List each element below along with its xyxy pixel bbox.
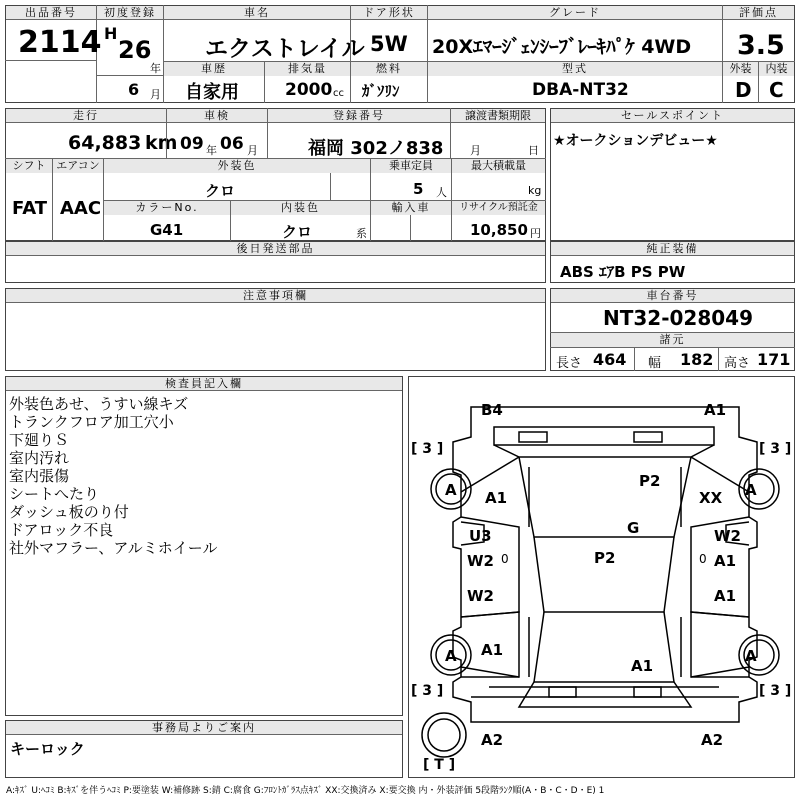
lot-label: 出品番号 (6, 6, 96, 20)
interior-color: クロ (282, 223, 313, 241)
mark-w2-left2: W2 (467, 587, 494, 605)
inspector-note: 室内汚れ (9, 449, 70, 467)
interior-unit: 系 (356, 227, 367, 240)
mark-wheel-a: A (445, 647, 457, 665)
rear-parts-label: 後日発送部品 (6, 242, 545, 256)
inspector-notes (9, 395, 218, 557)
score: 3.5 (737, 30, 785, 61)
mark-g: G (627, 519, 640, 537)
height-label: 高さ (724, 356, 751, 371)
genuine-equipment: ABS ｴｱB PS PW (560, 263, 686, 281)
history-label: 車歴 (164, 62, 264, 76)
first-reg-label: 初度登録 (97, 6, 163, 20)
capacity: 5 (413, 180, 424, 198)
score-label: 評価点 (723, 6, 794, 20)
width-label: 幅 (648, 356, 662, 371)
int-grade: C (769, 78, 784, 102)
int-label: 内装 (759, 62, 794, 76)
mark-a1-r1: A1 (714, 552, 737, 570)
recycle-fee: 10,850 (470, 221, 528, 239)
genuine-label: 純正装備 (551, 242, 794, 256)
length-label: 長さ (556, 356, 583, 371)
mark-t: [ T ] (423, 757, 456, 773)
mark-a2-right: A2 (701, 731, 724, 749)
inspector-note: ドアロック不良 (9, 521, 114, 539)
mark-a2-left: A2 (481, 731, 504, 749)
inspector-note: 社外マフラー、アルミホイール (9, 539, 218, 557)
mark-w2-right: W2 (714, 527, 741, 545)
lot-number: 2114 (18, 25, 102, 60)
ac: AAC (60, 198, 102, 219)
notes-label: 注意事項欄 (6, 289, 545, 303)
month-unit: 月 (150, 88, 161, 101)
ext-grade: D (735, 78, 752, 102)
inspection-year-unit: 年 (206, 144, 217, 157)
car-name-label: 車名 (164, 6, 350, 20)
grade-label: グレード (428, 6, 722, 20)
transfer-day: 日 (528, 144, 539, 157)
load-label: 最大積載量 (452, 159, 545, 173)
inspector-note: 室内張傷 (9, 467, 70, 485)
length: 464 (593, 350, 627, 369)
capacity-unit: 人 (436, 186, 447, 199)
transfer-month: 月 (470, 144, 481, 157)
inspection-label: 車検 (167, 109, 267, 123)
load-unit: kg (528, 184, 542, 197)
first-reg-year: 26 (118, 36, 152, 64)
office-label: 事務局よりご案内 (6, 721, 402, 735)
sales-point: ★オークションデビュー★ (553, 133, 718, 149)
inspector-label: 検査員記入欄 (6, 377, 402, 391)
car-name: エクストレイル (205, 36, 365, 62)
mark-w2-left: W2 (467, 552, 494, 570)
mark-a1-top: A1 (704, 401, 727, 419)
ac-label: エアコン (53, 159, 103, 173)
history: 自家用 (185, 82, 239, 103)
sales-point-label: セールスポイント (551, 109, 794, 123)
mileage: 64,883 (68, 132, 142, 154)
details-block (5, 108, 546, 241)
displacement-label: 排気量 (265, 62, 350, 76)
mark-3-tr: [ 3 ] (759, 441, 792, 457)
mark-b4: B4 (481, 401, 503, 419)
inspector-note: 下廻りＳ (9, 431, 70, 449)
capacity-label: 乗車定員 (371, 159, 451, 173)
shift: FAT (12, 198, 48, 219)
mark-3-br: [ 3 ] (759, 683, 792, 699)
reg-number: 福岡 302ノ838 (308, 138, 444, 159)
recycle-unit: 円 (530, 227, 541, 240)
chassis-label: 車台番号 (551, 289, 794, 303)
inspector-note: 外装色あせ、うすい線キズ (9, 395, 189, 413)
mark-wheel-a: A (745, 481, 757, 499)
inspection-month: 06 (220, 134, 244, 154)
mileage-unit: km (145, 132, 178, 154)
mark-3-bl: [ 3 ] (411, 683, 444, 699)
fuel: ｶﾞｿﾘﾝ (362, 82, 400, 100)
mark-zero: 0 (501, 552, 509, 566)
inspector-note: ダッシュ板のり付 (9, 503, 129, 521)
color-label: 外装色 (104, 159, 370, 173)
mark-p2-top: P2 (639, 472, 661, 490)
specs-label: 諸元 (551, 333, 794, 347)
inspection-month-unit: 月 (247, 144, 258, 157)
mark-a1-bl: A1 (481, 641, 504, 659)
mark-a1-left: A1 (485, 489, 508, 507)
inspector-note: シートへたり (9, 485, 100, 503)
reg-label: 登録番号 (268, 109, 450, 123)
mileage-label: 走行 (6, 109, 166, 123)
door-label: ドア形状 (351, 6, 427, 20)
door-type: 5W (370, 32, 408, 56)
grade: 20Xｴﾏｰｼﾞｪﾝｼｰﾌﾞﾚｰｷﾊﾟｹ 4WD (432, 36, 692, 58)
inspector-note: トランクフロア加工穴小 (9, 413, 174, 431)
displacement: 2000 (285, 80, 333, 100)
first-reg-month: 6 (128, 80, 140, 99)
color-no: G41 (150, 221, 184, 239)
inspection-year: 09 (180, 134, 204, 154)
chassis-number: NT32-028049 (603, 306, 754, 330)
mark-zero: 0 (699, 552, 707, 566)
mark-3-tl: [ 3 ] (411, 441, 444, 457)
width: 182 (680, 350, 714, 369)
shift-label: シフト (6, 159, 52, 173)
color-no-label: カラーNo. (104, 201, 230, 215)
transfer-label: 譲渡書類期限 (451, 109, 545, 123)
model-label: 型式 (428, 62, 722, 76)
legend: A:ｷｽﾞ U:ﾍｺﾐ B:ｷｽﾞを伴うﾍｺﾐ P:要塗装 W:補修跡 S:錆 C:腐食 G:ﾌﾛﾝﾄｶﾞﾗｽ点ｷｽﾞ XX:交換済み X:要交換 内・外装評価 5段階ﾗﾝｸ順(A・B・C・D・E) 1 (6, 786, 605, 796)
mark-u3: U3 (469, 527, 492, 545)
era: H (104, 24, 118, 43)
car-outline (409, 377, 796, 779)
mark-a1-bm: A1 (631, 657, 654, 675)
mark-wheel-a: A (445, 481, 457, 499)
model: DBA-NT32 (532, 80, 629, 100)
year-unit: 年 (150, 62, 161, 75)
recycle-label: リサイクル預託金 (452, 201, 545, 215)
mark-a1-r2: A1 (714, 587, 737, 605)
mark-xx: XX (699, 489, 723, 507)
cc-unit: cc (333, 88, 344, 99)
interior-color-label: 内装色 (231, 201, 370, 215)
mark-wheel-a: A (745, 647, 757, 665)
office-note: キーロック (10, 740, 85, 758)
fuel-label: 燃料 (351, 62, 427, 76)
ext-label: 外装 (723, 62, 758, 76)
import-label: 輸入車 (371, 201, 451, 215)
color: クロ (205, 182, 236, 200)
height: 171 (757, 350, 791, 369)
damage-diagram (408, 376, 795, 778)
sales-point-box (550, 108, 795, 241)
mark-p2-mid: P2 (594, 549, 616, 567)
